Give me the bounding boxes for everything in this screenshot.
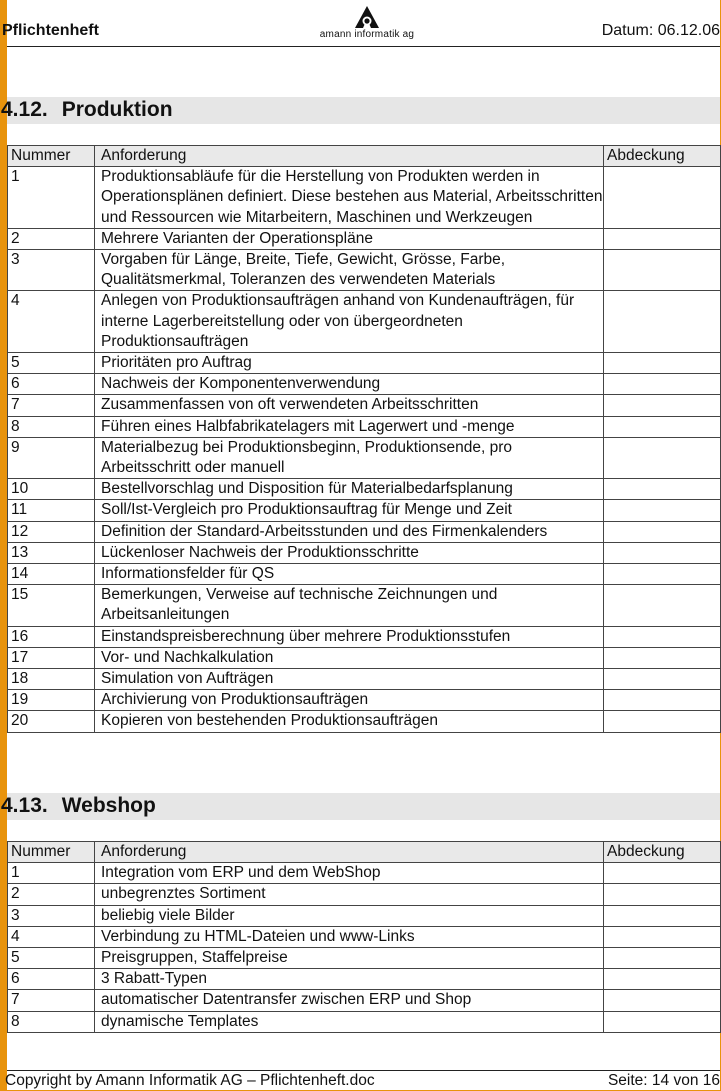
requirement-coverage [604, 626, 721, 647]
table-row [8, 926, 721, 947]
table-row [8, 167, 721, 229]
requirement-coverage [604, 250, 721, 291]
table-row [8, 353, 721, 374]
requirement-number: 19 [8, 690, 95, 711]
requirement-text: Archivierung von Produktionsaufträgen [95, 690, 604, 711]
document-date: Datum: 06.12.06 [601, 22, 720, 39]
table-row [8, 542, 721, 563]
requirement-text: Mehrere Varianten der Operationspläne [95, 228, 604, 249]
requirement-text: dynamische Templates [95, 1011, 604, 1032]
section-number: 4.12. [1, 98, 48, 121]
requirement-coverage [604, 926, 721, 947]
table-row [8, 948, 721, 969]
table-row [8, 863, 721, 884]
requirement-coverage [604, 500, 721, 521]
requirement-number: 20 [8, 711, 95, 732]
column-header-anforderung: Anforderung [95, 842, 604, 863]
table-row [8, 884, 721, 905]
requirement-coverage [604, 167, 721, 229]
requirement-number: 3 [8, 250, 95, 291]
table-row [8, 395, 721, 416]
requirement-text: Produktionsabläufe für die Herstellung von Produkten werden in Operationsplänen definiert. Diese bestehen aus Material, Arbeitsschritten und Ressourcen wie Mitarbeitern, Maschinen und Werkzeugen [95, 167, 604, 229]
footer-page-number: Seite: 14 von 16 [607, 1072, 720, 1089]
requirement-number: 1 [8, 863, 95, 884]
requirement-coverage [604, 647, 721, 668]
requirement-coverage [604, 479, 721, 500]
section-number: 4.13. [1, 794, 48, 817]
requirement-coverage [604, 374, 721, 395]
table-row [8, 416, 721, 437]
column-header-abdeckung: Abdeckung [604, 146, 721, 167]
requirement-coverage [604, 291, 721, 353]
table-row [8, 374, 721, 395]
page-footer [7, 1070, 720, 1091]
table-row [8, 969, 721, 990]
requirement-coverage [604, 948, 721, 969]
requirement-text: Preisgruppen, Staffelpreise [95, 948, 604, 969]
requirement-number: 5 [8, 948, 95, 969]
requirement-number: 6 [8, 374, 95, 395]
requirement-text: Führen eines Halbfabrikatelagers mit Lagerwert und -menge [95, 416, 604, 437]
requirement-number: 12 [8, 521, 95, 542]
column-header-nummer: Nummer [8, 146, 95, 167]
requirements-table-produktion [7, 145, 721, 733]
requirement-number: 10 [8, 479, 95, 500]
requirement-number: 14 [8, 564, 95, 585]
requirement-text: Informationsfelder für QS [95, 564, 604, 585]
requirement-text: Anlegen von Produktionsaufträgen anhand von Kundenaufträgen, für interne Lagerbereitstellung oder von übergeordneten Produktionsaufträgen [95, 291, 604, 353]
requirement-coverage [604, 711, 721, 732]
requirement-coverage [604, 905, 721, 926]
requirement-number: 4 [8, 926, 95, 947]
requirement-text: Simulation von Aufträgen [95, 669, 604, 690]
table-row [8, 905, 721, 926]
requirement-coverage [604, 353, 721, 374]
requirement-text: Materialbezug bei Produktionsbeginn, Produktionsende, pro Arbeitsschritt oder manuell [95, 437, 604, 478]
table-row [8, 521, 721, 542]
requirement-text: Nachweis der Komponentenverwendung [95, 374, 604, 395]
table-row [8, 1011, 721, 1032]
requirement-number: 7 [8, 395, 95, 416]
requirement-text: Kopieren von bestehenden Produktionsaufträgen [95, 711, 604, 732]
table-row [8, 500, 721, 521]
requirement-coverage [604, 564, 721, 585]
requirements-table-webshop [7, 841, 721, 1033]
requirement-coverage [604, 1011, 721, 1032]
requirement-text: Integration vom ERP und dem WebShop [95, 863, 604, 884]
requirement-coverage [604, 863, 721, 884]
requirement-text: 3 Rabatt-Typen [95, 969, 604, 990]
table-row [8, 647, 721, 668]
requirement-number: 7 [8, 990, 95, 1011]
requirement-coverage [604, 416, 721, 437]
requirement-coverage [604, 669, 721, 690]
requirement-number: 6 [8, 969, 95, 990]
logo-icon [355, 6, 379, 28]
requirement-number: 1 [8, 167, 95, 229]
table-row [8, 228, 721, 249]
requirement-number: 8 [8, 416, 95, 437]
requirement-number: 13 [8, 542, 95, 563]
table-row [8, 669, 721, 690]
requirement-number: 16 [8, 626, 95, 647]
requirement-coverage [604, 969, 721, 990]
requirement-text: Verbindung zu HTML-Dateien und www-Links [95, 926, 604, 947]
requirement-text: unbegrenztes Sortiment [95, 884, 604, 905]
column-header-nummer: Nummer [8, 842, 95, 863]
requirement-coverage [604, 585, 721, 626]
requirement-number: 18 [8, 669, 95, 690]
requirement-coverage [604, 228, 721, 249]
table-row [8, 990, 721, 1011]
page-header [2, 0, 720, 47]
requirement-coverage [604, 884, 721, 905]
table-row [8, 626, 721, 647]
section-heading-webshop [1, 793, 720, 820]
requirement-coverage [604, 395, 721, 416]
requirement-text: Prioritäten pro Auftrag [95, 353, 604, 374]
requirement-text: Vor- und Nachkalkulation [95, 647, 604, 668]
requirement-text: Soll/Ist-Vergleich pro Produktionsauftrag für Menge und Zeit [95, 500, 604, 521]
column-header-anforderung: Anforderung [95, 146, 604, 167]
table-body [8, 167, 721, 732]
requirement-number: 4 [8, 291, 95, 353]
document-title: Pflichtenheft [2, 22, 99, 39]
requirement-text: Bemerkungen, Verweise auf technische Zeichnungen und Arbeitsanleitungen [95, 585, 604, 626]
requirement-text: Bestellvorschlag und Disposition für Materialbedarfsplanung [95, 479, 604, 500]
table-row [8, 291, 721, 353]
requirement-number: 15 [8, 585, 95, 626]
requirement-number: 3 [8, 905, 95, 926]
column-header-abdeckung: Abdeckung [604, 842, 721, 863]
table-row [8, 437, 721, 478]
requirement-number: 2 [8, 228, 95, 249]
company-logo [312, 6, 422, 42]
requirement-text: beliebig viele Bilder [95, 905, 604, 926]
table-row [8, 690, 721, 711]
company-name: amann informatik ag [319, 29, 415, 40]
requirement-text: Definition der Standard-Arbeitsstunden und des Firmenkalenders [95, 521, 604, 542]
section-title: Produktion [61, 98, 173, 121]
table-row [8, 479, 721, 500]
table-row [8, 585, 721, 626]
requirement-number: 17 [8, 647, 95, 668]
table-row [8, 711, 721, 732]
table-row [8, 564, 721, 585]
requirement-text: Lückenloser Nachweis der Produktionsschritte [95, 542, 604, 563]
section-heading-produktion [1, 97, 720, 124]
requirement-text: Vorgaben für Länge, Breite, Tiefe, Gewicht, Grösse, Farbe, Qualitätsmerkmal, Toleranzen des verwendeten Materials [95, 250, 604, 291]
requirement-text: Einstandspreisberechnung über mehrere Produktionsstufen [95, 626, 604, 647]
table-header-row [8, 146, 721, 167]
requirement-number: 5 [8, 353, 95, 374]
requirement-text: Zusammenfassen von oft verwendeten Arbeitsschritten [95, 395, 604, 416]
requirement-number: 8 [8, 1011, 95, 1032]
table-row [8, 250, 721, 291]
table-body [8, 863, 721, 1033]
requirement-number: 11 [8, 500, 95, 521]
document-page [1, 0, 720, 1090]
footer-copyright: Copyright by Amann Informatik AG – Pflichtenheft.doc [5, 1072, 375, 1089]
requirement-coverage [604, 521, 721, 542]
requirement-coverage [604, 990, 721, 1011]
table-header-row [8, 842, 721, 863]
requirement-text: automatischer Datentransfer zwischen ERP und Shop [95, 990, 604, 1011]
requirement-coverage [604, 542, 721, 563]
section-title: Webshop [61, 794, 156, 817]
requirement-coverage [604, 690, 721, 711]
requirement-coverage [604, 437, 721, 478]
requirement-number: 9 [8, 437, 95, 478]
requirement-number: 2 [8, 884, 95, 905]
